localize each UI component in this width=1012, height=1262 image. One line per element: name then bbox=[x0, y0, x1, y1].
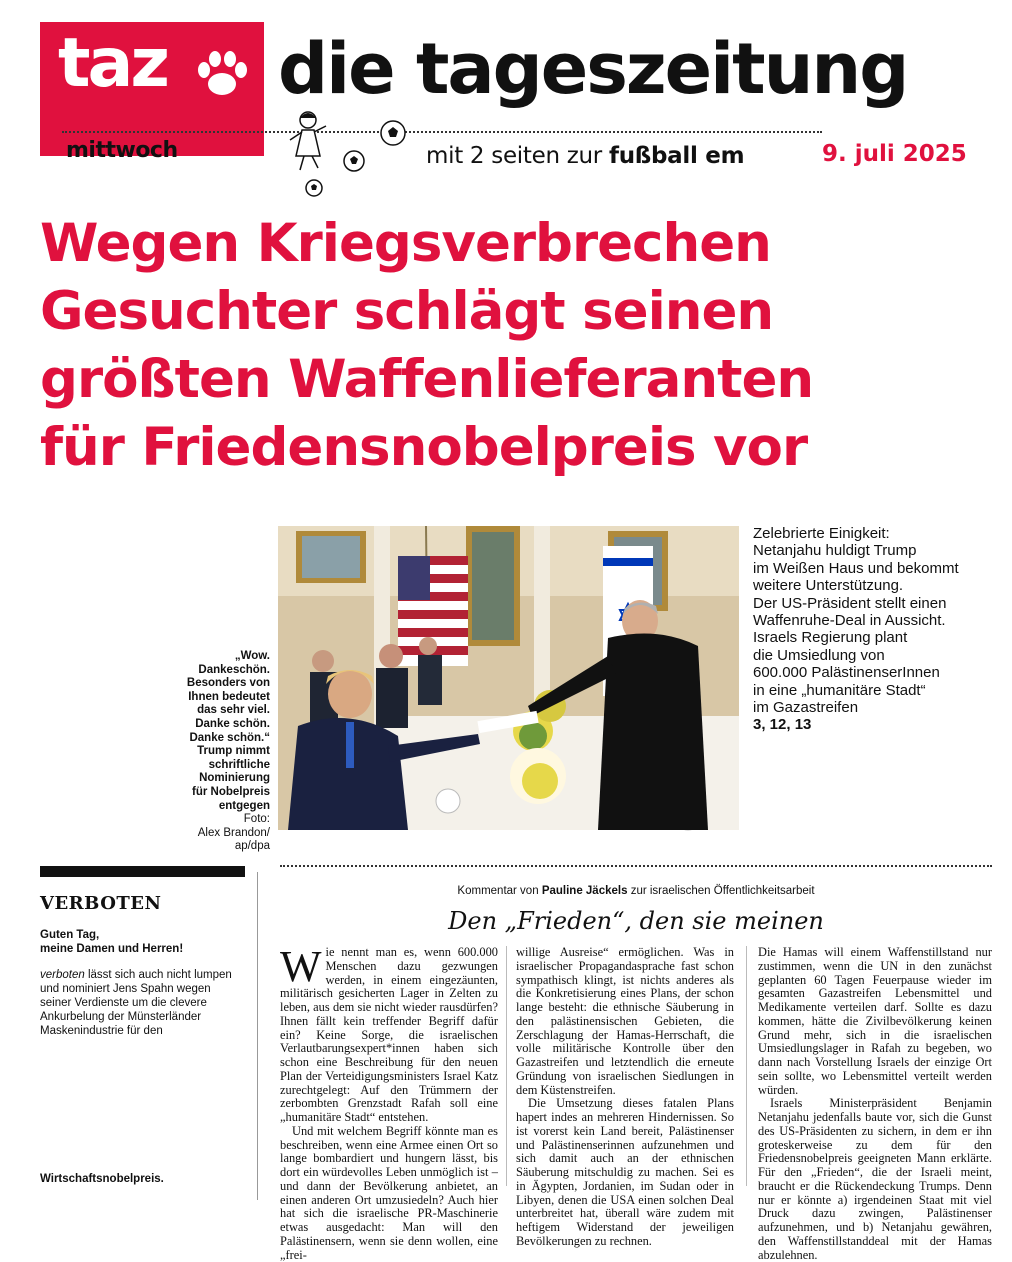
photo-caption bbox=[150, 650, 270, 854]
column-divider bbox=[506, 946, 507, 1186]
football-icon bbox=[381, 121, 405, 145]
weekday: mittwoch bbox=[66, 138, 178, 163]
main-headline[interactable] bbox=[40, 210, 990, 482]
article-paragraph: Israels Ministerpräsident Benjamin Netanjahu jedenfalls baute vor, sich die Gunst des US-Präsidenten zu sichern, in dem er ihn groteskerweise zu dem für den Friedensnobelpreis geeigneten Mann erklärte. Für den „Frieden“, die der Israeli meint, braucht er die Rückendeckung Trumps. Denn nur er könnte a) irgendeinen Staat mit viel Druck dazu zwingen, Palästinenser aufzunehmen, und b) Netanjahu gewähren, den Waffenstillstanddeal mit der Hamas abzulehnen. bbox=[758, 1096, 992, 1262]
article-column-2 bbox=[516, 946, 734, 1249]
verboten-punchline: Wirtschaftsnobelpreis. bbox=[40, 1173, 164, 1185]
caption-line: Danke schön. bbox=[195, 717, 270, 730]
article-column-3 bbox=[758, 946, 992, 1262]
commentary-rule bbox=[280, 865, 992, 867]
caption-line: Danke schön.“ bbox=[189, 731, 270, 744]
football-icon bbox=[306, 180, 322, 196]
football-icon bbox=[344, 151, 364, 171]
photo-credit: Alex Brandon/ bbox=[197, 826, 270, 839]
dropcap: W bbox=[280, 942, 322, 991]
caption-line: „Wow. bbox=[234, 650, 270, 662]
teaser-line: Der US-Präsident stellt einen bbox=[753, 594, 947, 612]
issue-date: 9. juli 2025 bbox=[822, 141, 967, 167]
taz-logo[interactable] bbox=[40, 22, 264, 156]
article-paragraph: Und mit welchem Begriff könnte man es beschreiben, wenn eine Armee einen Ort so lange bombardiert und hungern lässt, bis dort ein würdevolles Leben unmöglich ist – und dann der Bevölkerung anbietet, an einen anderen Ort umzusiedeln? Auch hier hat sich die israelische PR-Maschinerie etwas ausgedacht: Man will den Palästinensern, wenn sie denn wollen, eine „frei- bbox=[280, 1123, 498, 1262]
logo-text: taz bbox=[58, 24, 167, 103]
tagline-highlight: fußball em bbox=[608, 143, 745, 169]
verboten-em: verboten bbox=[40, 969, 85, 981]
caption-line: Dankeschön. bbox=[198, 663, 270, 676]
page-references[interactable]: 3, 12, 13 bbox=[753, 716, 812, 734]
greeting-line: Guten Tag, bbox=[40, 929, 100, 941]
byline-suffix: zur israelischen Öffentlichkeitsarbeit bbox=[630, 885, 815, 897]
headline-line: Wegen Kriegsverbrechen bbox=[40, 213, 771, 274]
verboten-column bbox=[40, 866, 245, 1038]
column-divider bbox=[746, 946, 747, 1186]
greeting-line: meine Damen und Herren! bbox=[40, 943, 184, 955]
verboten-heading: VERBOTEN bbox=[40, 893, 162, 914]
teaser-line: Netanjahu huldigt Trump bbox=[753, 542, 917, 560]
teaser-caption bbox=[753, 525, 993, 734]
commentary-byline bbox=[280, 885, 992, 897]
headline-line: Gesuchter schlägt seinen bbox=[40, 281, 774, 342]
photo-credit: ap/dpa bbox=[234, 840, 270, 853]
caption-line: Ihnen bedeutet bbox=[188, 690, 270, 703]
teaser-line: im Gazastreifen bbox=[753, 699, 859, 717]
football-girl-illustration bbox=[278, 108, 418, 198]
verboten-text: lässt sich auch nicht lumpen und nominiert Jens Spahn wegen seiner Verdienste um die clevere Ankurbelung der Münsterländer Maskenindustrie für den bbox=[40, 969, 232, 1037]
headline-line: größten Waffenlieferanten bbox=[40, 349, 814, 410]
lead-photo[interactable] bbox=[278, 526, 739, 830]
column-bar bbox=[40, 866, 245, 877]
teaser-line: 600.000 PalästinenserInnen bbox=[753, 664, 940, 682]
photo-credit: Foto: bbox=[243, 813, 270, 826]
headline-line: für Friedensnobelpreis vor bbox=[40, 417, 808, 478]
author-name[interactable]: Pauline Jäckels bbox=[541, 885, 628, 897]
caption-line: das sehr viel. bbox=[197, 704, 270, 717]
teaser-line: weitere Unterstützung. bbox=[753, 577, 904, 595]
article-paragraph: Die Umsetzung dieses fatalen Plans hapert indes an mehreren Hindernissen. So ist vorerst kein Land bereit, Palästinenser und Palästinenserinnen aufzunehmen und sich damit auch an der ethnischen Säuberung mitschuldig zu machen. Sei es in Ägypten, Jordanien, im Sudan oder in Libyen, denen die USA einen solchen Deal unterbreitet hat, überall wäre zudem mit heftigem Widerstand der jeweiligen Bevölkerungen zu rechnen. bbox=[516, 1096, 734, 1248]
paw-icon bbox=[192, 44, 252, 104]
caption-line: schriftliche bbox=[208, 758, 270, 771]
teaser-line: Israels Regierung plant bbox=[753, 629, 908, 647]
teaser-line: Zelebrierte Einigkeit: bbox=[753, 525, 890, 542]
column-divider bbox=[257, 872, 258, 1200]
caption-line: für Nobelpreis bbox=[192, 785, 270, 798]
teaser-line: die Umsiedlung von bbox=[753, 646, 885, 664]
teaser-line: Waffenruhe-Deal in Aussicht. bbox=[753, 612, 946, 630]
tagline bbox=[426, 143, 744, 169]
caption-line: Nominierung bbox=[199, 772, 270, 785]
paragraph-text: ie nennt man es, wenn 600.000 Menschen dazu gezwungen werden, in einem eingezäunten, militärisch gesicherten Lager in Zelten zu leben, aus dem sie nicht wieder rausdürfen? Ihnen fällt kein treffender Begriff dafür ein? Keine Sorge, die israelischen Verlautbarungsexpert*innen haben sich schon eine Beschreibung für den neuen Plan der Verteidigungsministers Israel Katz zurechtgelegt: Auf den Trümmern der zerbombten Grenzstadt Rafah soll eine „humanitäre Stadt“ entstehen. bbox=[280, 945, 498, 1124]
article-paragraph: willige Ausreise“ ermöglichen. Was in israelischer Propagandasprache fast schon sympathisch klingt, ist nichts anderes als die Konkretisierung eines Plans, der schon lange besteht: die ethnische Säuberung in den palästinensischen Gebieten, die Zerschlagung der Hamas-Herrschaft, die volle militärische Kontrolle über den Gazastreifen und letztendlich die erneute Gründung von israelischen Siedlungen in dem Küstenstreifen. bbox=[516, 945, 734, 1097]
byline-prefix: Kommentar von bbox=[457, 885, 539, 897]
newspaper-title: die tageszeitung bbox=[278, 28, 908, 110]
caption-line: Trump nimmt bbox=[197, 745, 270, 758]
masthead-rule bbox=[62, 131, 822, 133]
article-paragraph bbox=[280, 942, 498, 1125]
tagline-prefix: mit 2 seiten zur bbox=[426, 143, 602, 169]
verboten-body bbox=[40, 968, 245, 1038]
article-paragraph: Die Hamas will einem Waffenstillstand nur zustimmen, wenn die UN in den zunächst geplanten 60 Tagen Feuerpause wieder im gesamten Gazastreifen Lebensmittel und Medikamente verteilen darf. Sollte es dazu kommen, hätte die Zivilbevölkerung keinen Grund mehr, sich in die israelischen Umsiedlungslager in Rafah zu begeben, wo dann nach Vorstellung Israels der einzige Ort sein sollte, wo Lebensmittel verteilt werden würden. bbox=[758, 945, 992, 1097]
caption-line: entgegen bbox=[218, 799, 270, 812]
article-column-1 bbox=[280, 942, 498, 1262]
teaser-line: im Weißen Haus und bekommt bbox=[753, 559, 959, 577]
commentary-title[interactable]: Den „Frieden“, den sie meinen bbox=[448, 907, 824, 935]
verboten-greeting bbox=[40, 928, 245, 956]
caption-line: Besonders von bbox=[186, 677, 270, 690]
teaser-line: in eine „humanitäre Stadt“ bbox=[753, 681, 926, 699]
